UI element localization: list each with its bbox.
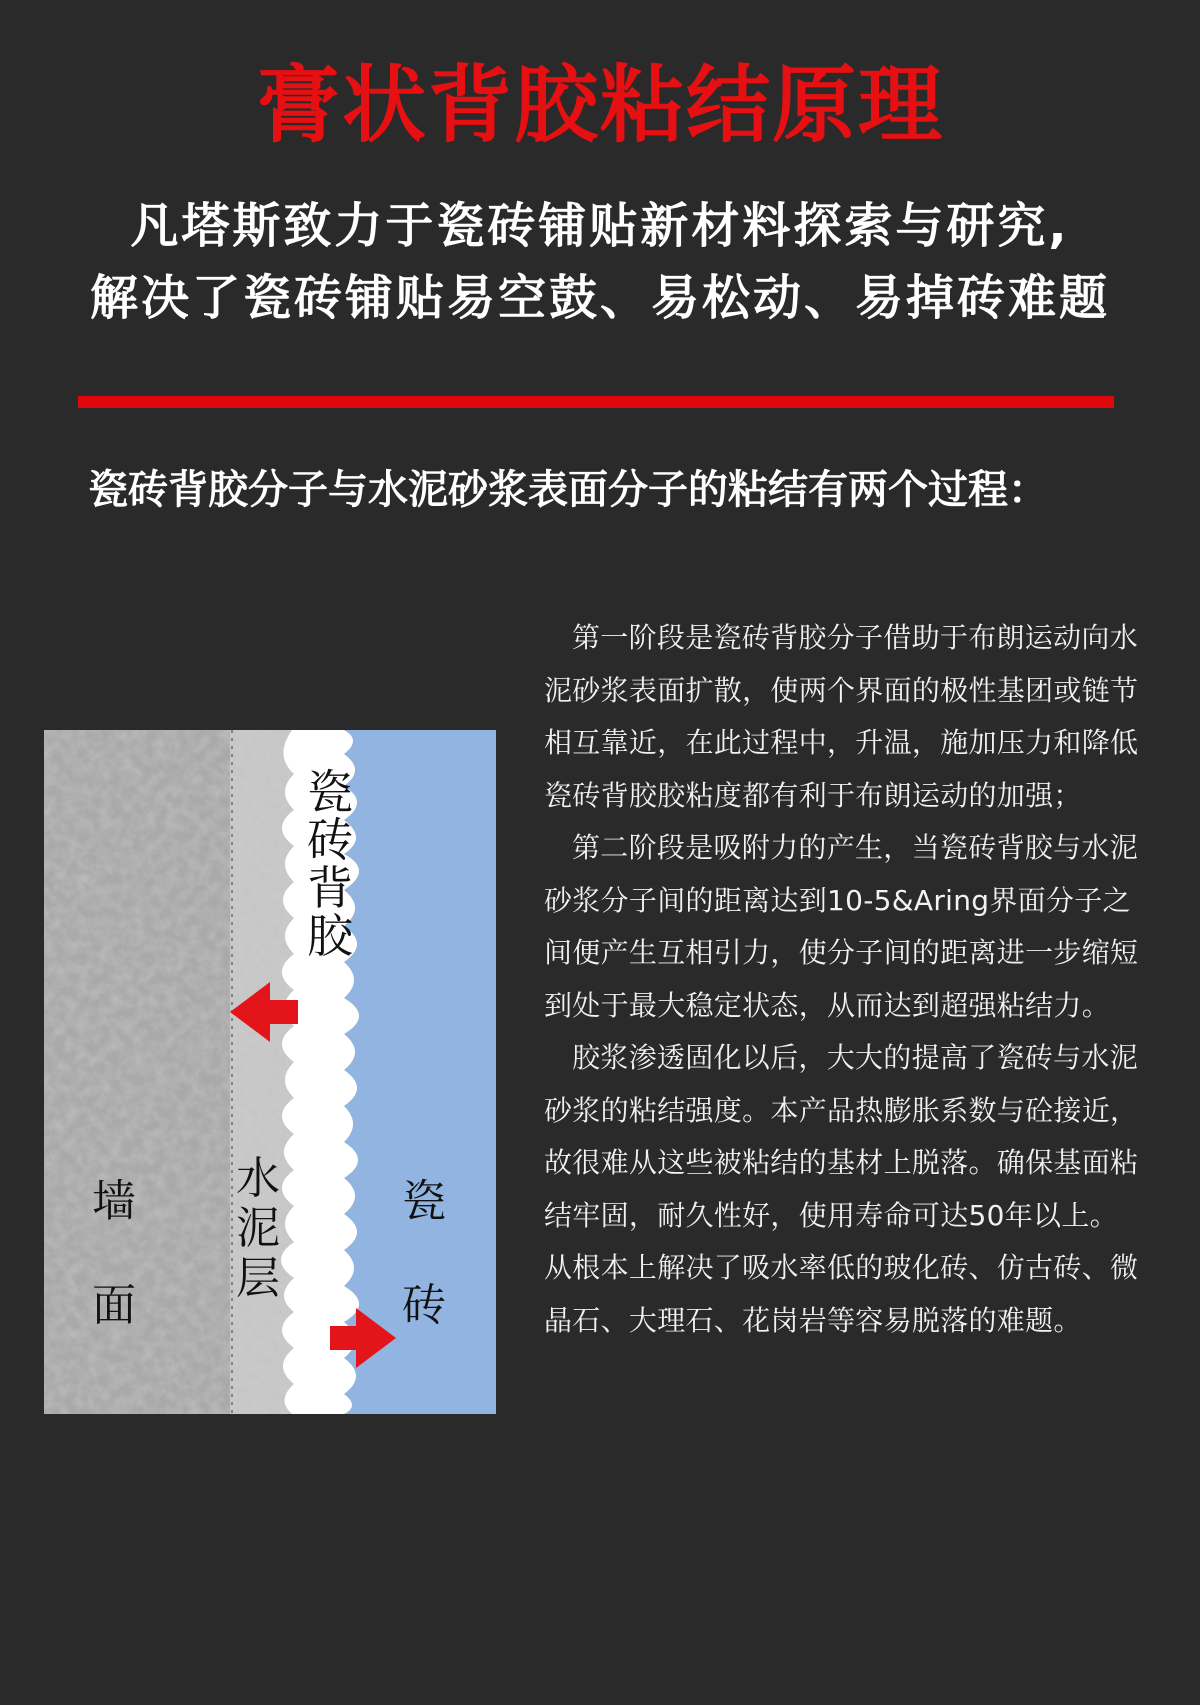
subtitle-line-2: 解决了瓷砖铺贴易空鼓、易松动、易掉砖难题 <box>89 270 1110 326</box>
cement-label: 水 泥 层 <box>236 1153 280 1304</box>
red-divider <box>78 396 1114 408</box>
paragraph-stage-one: 第一阶段是瓷砖背胶分子借助于布朗运动向水泥砂浆表面扩散，使两个界面的极性基团或链节相互靠近，在此过程中，升温，施加压力和降低瓷砖背胶胶粘度都有利于布朗运动的加强； <box>544 621 1139 812</box>
description-text <box>544 612 1144 1347</box>
bonding-diagram <box>44 730 496 1414</box>
subtitle-line-1: 凡塔斯致力于瓷砖铺贴新材料探索与研究, <box>130 198 1070 254</box>
glue-label: 瓷 砖 背 胶 <box>307 765 353 963</box>
paragraph-result: 胶浆渗透固化以后，大大的提高了瓷砖与水泥砂浆的粘结强度。本产品热膨胀系数与砼接近，故很难从这些被粘结的基材上脱落。确保基面粘结牢固，耐久性好，使用寿命可达50年以上。从根本上解决了吸水率低的玻化砖、仿古砖、微晶石、大理石、花岗岩等容易脱落的难题。 <box>544 1041 1139 1337</box>
wall-label: 墙 面 <box>92 1176 136 1331</box>
intro-heading: 瓷砖背胶分子与水泥砂浆表面分子的粘结有两个过程： <box>88 467 1048 513</box>
page-title: 膏状背胶粘结原理 <box>255 56 944 154</box>
paragraph-stage-two: 第二阶段是吸附力的产生，当瓷砖背胶与水泥砂浆分子间的距离达到10-5&Aring界面分子之间便产生互相引力，使分子间的距离进一步缩短到处于最大稳定状态，从而达到超强粘结力。 <box>544 831 1139 1022</box>
tile-label: 瓷 砖 <box>402 1176 446 1331</box>
